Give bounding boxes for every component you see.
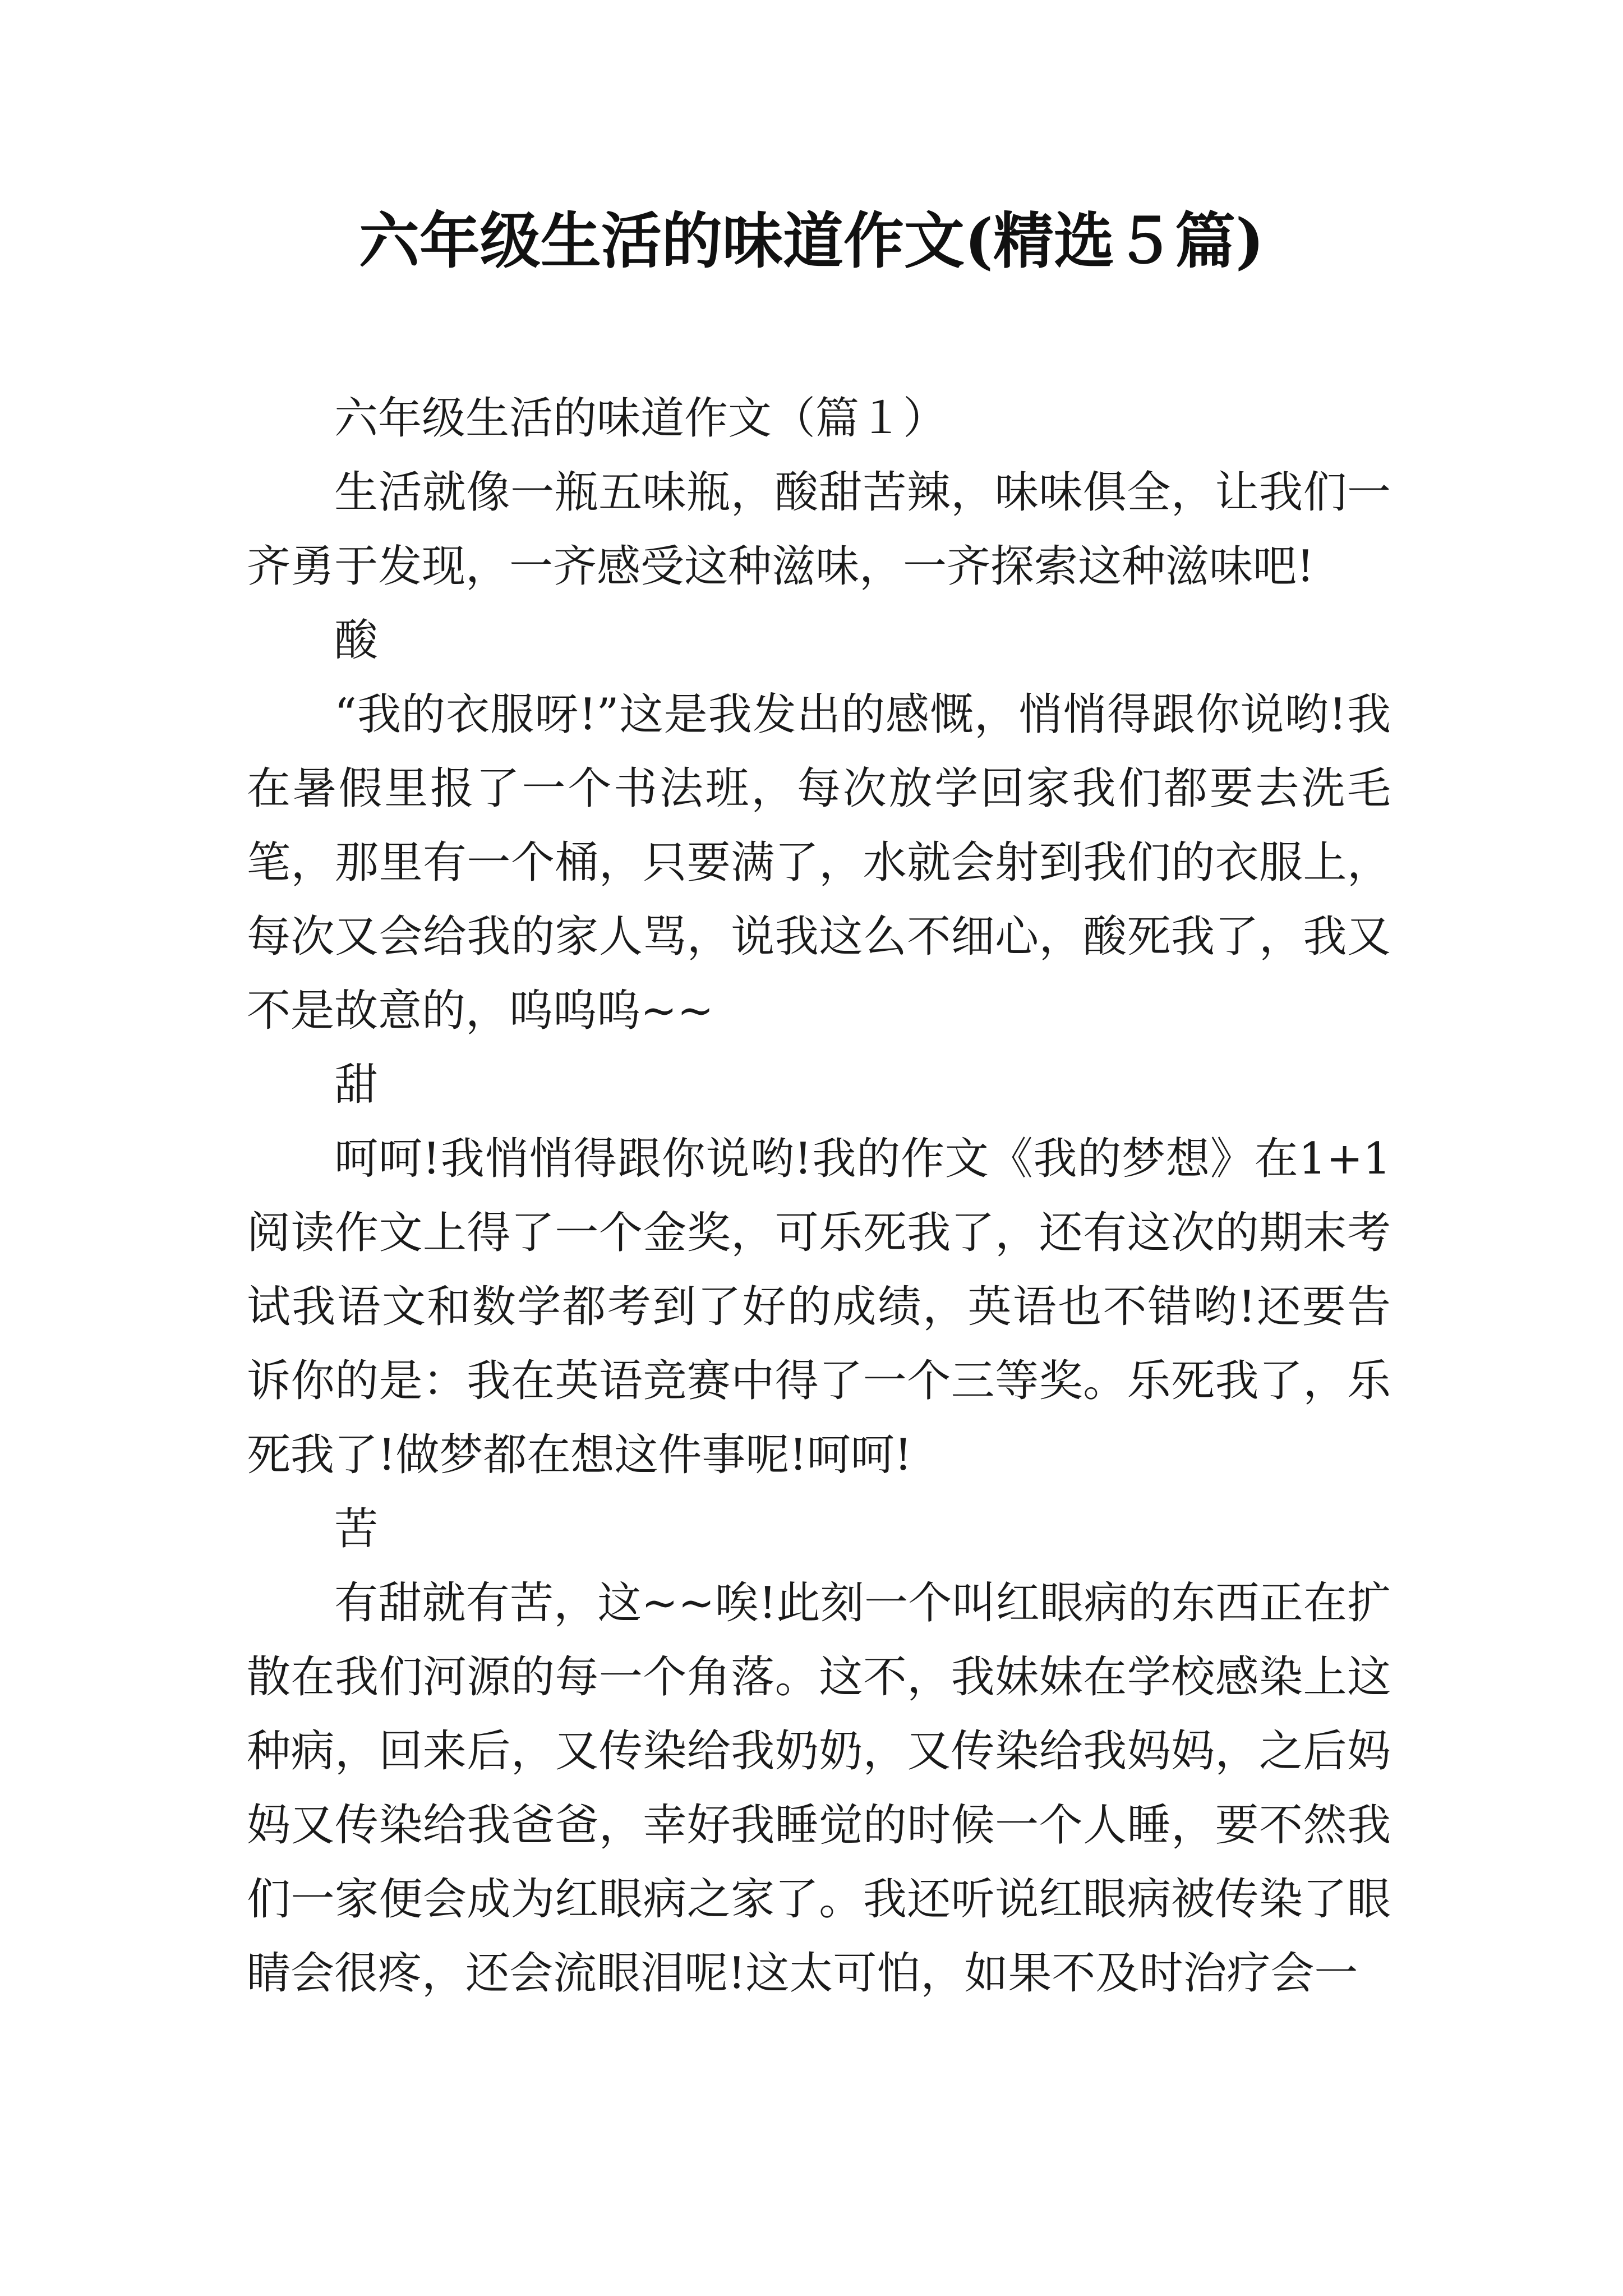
paragraph: 有甜就有苦，这~~唉!此刻一个叫红眼病的东西正在扩散在我们河源的每一个角落。这不，我妹妹在学校感染上这种病，回来后，又传染给我奶奶，又传染给我妈妈，之后妈妈又传染给我爸爸，幸好我睡觉的时候一个人睡，要不然我们一家便会成为红眼病之家了。我还听说红眼病被传染了眼睛会很疼，还会流眼泪呢!这太可怕，如果不及时治疗会一: [247, 1578, 1391, 1999]
paragraph: “我的衣服呀!”这是我发出的感慨，悄悄得跟你说哟!我在暑假里报了一个书法班，每次放学回家我们都要去洗毛笔，那里有一个桶，只要满了，水就会射到我们的衣服上，每次又会给我的家人骂，说我这么不细心，酸死我了，我又不是故意的，呜呜呜~~: [247, 689, 1391, 1036]
paragraph: 生活就像一瓶五味瓶，酸甜苦辣，味味俱全，让我们一齐勇于发现，一齐感受这种滋味，一齐探索这种滋味吧!: [247, 467, 1391, 592]
paragraph: 呵呵!我悄悄得跟你说哟!我的作文《我的梦想》在1+1阅读作文上得了一个金奖，可乐死我了，还有这次的期末考试我语文和数学都考到了好的成绩，英语也不错哟!还要告诉你的是：我在英语竞赛中得了一个三等奖。乐死我了，乐死我了!做梦都在想这件事呢!呵呵!: [247, 1134, 1391, 1480]
section-subheading-bitter: 苦: [334, 1504, 379, 1554]
section-subheading-sweet: 甜: [334, 1060, 379, 1110]
document-body: [247, 381, 1391, 2010]
section-heading: 六年级生活的味道作文（篇１）: [334, 393, 947, 444]
section-subheading-sour: 酸: [334, 615, 379, 666]
document-title: 六年级生活的味道作文(精选５篇): [358, 206, 1265, 277]
